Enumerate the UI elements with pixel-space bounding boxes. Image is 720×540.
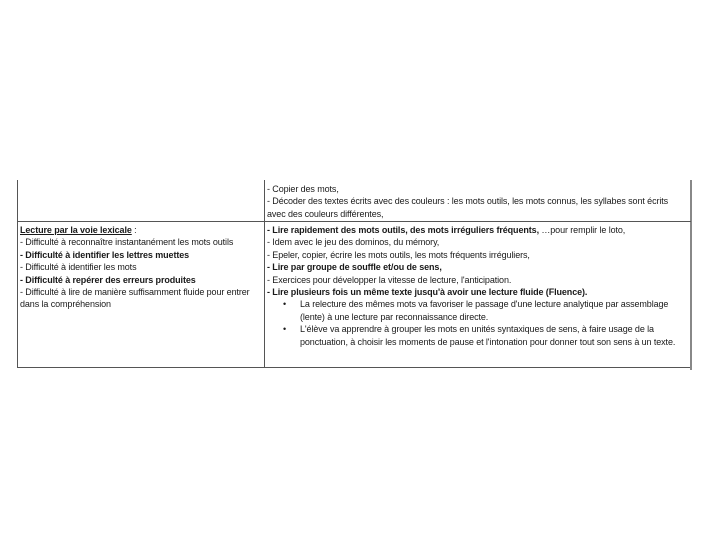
bullet-icon: • — [283, 299, 287, 310]
activity-rest: - Epeler, copier, écrire les mots outils, les mots fréquents irréguliers, — [267, 249, 530, 260]
activity-rest: - Idem avec le jeu des dominos, du mémory, — [267, 237, 440, 248]
section-title: Lecture par la voie lexicale — [20, 225, 132, 235]
table-right-border — [690, 180, 692, 370]
activity-item — [267, 261, 687, 273]
bullet-item — [267, 323, 687, 348]
section-heading — [20, 224, 260, 236]
activity-item — [267, 236, 687, 248]
activity-item — [267, 224, 687, 236]
activity-rest: …pour remplir le loto, — [538, 225, 626, 235]
activity-item — [267, 274, 687, 286]
difficulty-item: - Difficulté à identifier les mots — [20, 262, 137, 273]
difficulty-item: - Difficulté à reconnaître instantanément les mots outils — [20, 237, 234, 248]
row-divider — [17, 221, 691, 222]
bullet-text: L'élève va apprendre à grouper les mots en unités syntaxiques de sens, à faire usage de la ponctuation, à choisir les moments de pause et l'intonation pour donner tout son sens à un texte. — [300, 324, 676, 347]
bullet-icon: • — [283, 324, 287, 335]
section-title-colon: : — [131, 225, 137, 235]
activity-bold: - Lire rapidement des mots outils, des mots irréguliers fréquents, — [267, 225, 539, 235]
decode-colors-line: - Décoder des textes écrits avec des couleurs : les mots outils, les mots connus, les syllabes sont écrits avec des couleurs différentes, — [267, 196, 669, 219]
difficulty-item: - Difficulté à identifier les lettres muettes — [20, 249, 190, 260]
cell-difficulties — [20, 224, 260, 311]
cell-activities — [267, 224, 687, 348]
activity-item — [267, 286, 687, 298]
column-divider — [264, 180, 265, 368]
difficulty-item: - Difficulté à lire de manière suffisamment fluide pour entrer dans la compréhension — [20, 287, 250, 310]
difficulty-item: - Difficulté à repérer des erreurs produites — [20, 274, 196, 285]
bullet-item — [267, 298, 687, 323]
activity-item — [267, 249, 687, 261]
activity-bold: - Lire plusieurs fois un même texte jusqu'à avoir une lecture fluide (Fluence). — [267, 287, 588, 298]
activity-bold: - Lire par groupe de souffle et/ou de sens, — [267, 262, 442, 273]
cell-top-right — [267, 183, 687, 220]
bullet-text: La relecture des mêmes mots va favoriser le passage d'une lecture analytique par assemblage (lente) à une lecture par reconnaissance directe. — [300, 299, 669, 322]
copy-words-line: - Copier des mots, — [267, 184, 339, 194]
activity-rest: - Exercices pour développer la vitesse de lecture, l'anticipation. — [267, 274, 512, 285]
